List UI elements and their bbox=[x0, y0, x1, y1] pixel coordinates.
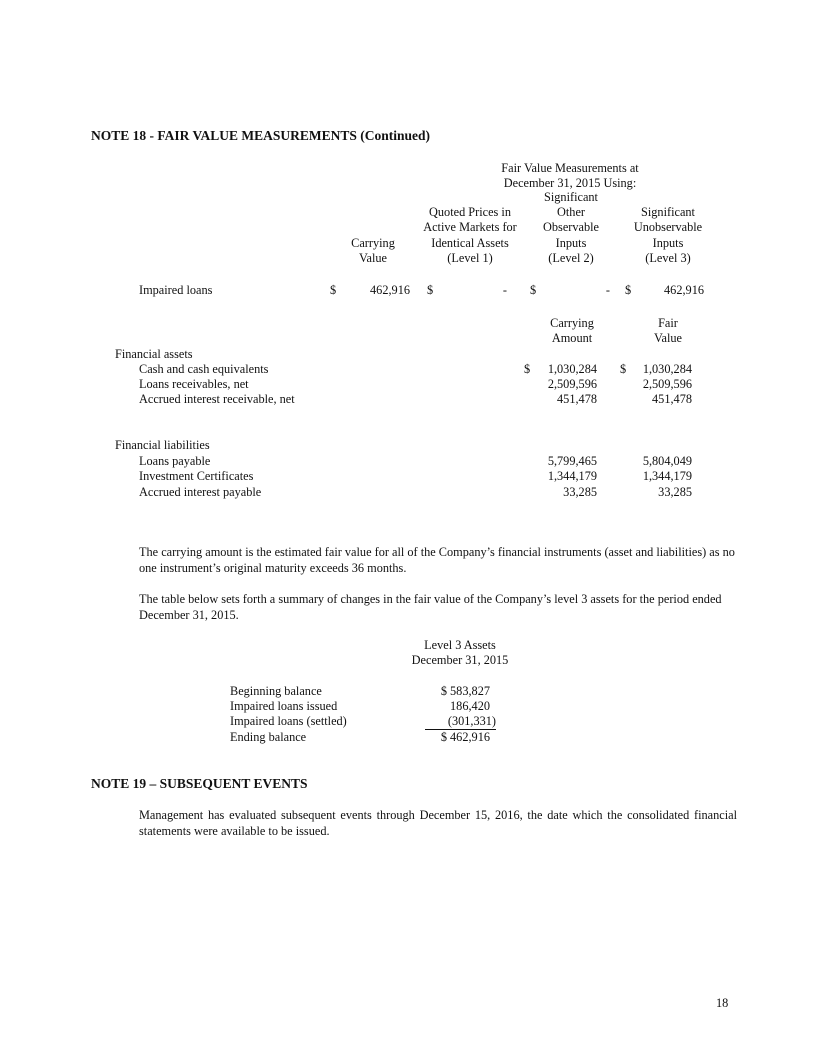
col-header-level2: (Level 2) bbox=[548, 251, 594, 265]
currency-symbol: $ bbox=[625, 283, 632, 297]
row-label: Investment Certificates bbox=[139, 469, 254, 483]
carrying-value: 462,916 bbox=[370, 283, 410, 297]
carrying-amount: 33,285 bbox=[563, 485, 597, 499]
fair-value: 5,804,049 bbox=[642, 454, 692, 468]
level3-header-line2: December 31, 2015 bbox=[411, 653, 509, 667]
col-header-carrying: Value bbox=[359, 251, 387, 265]
fair-value: 1,344,179 bbox=[642, 469, 692, 483]
paragraph-level3-summary: The table below sets forth a summary of changes in the fair value of the Company’s level 3 assets for the period ended December 31, 2015. bbox=[139, 592, 722, 622]
fair-value: 451,478 bbox=[652, 392, 692, 406]
row-value: 186,420 bbox=[450, 699, 490, 713]
row-label: Beginning balance bbox=[230, 684, 322, 698]
col-header-level2: Inputs bbox=[555, 236, 587, 250]
row-label: Loans receivables, net bbox=[139, 377, 249, 391]
fair-value: 33,285 bbox=[658, 485, 692, 499]
col-header-fair-value: Fair bbox=[658, 316, 678, 330]
col-header-carrying-amount: Carrying bbox=[550, 316, 594, 330]
level2-value: - bbox=[605, 283, 610, 297]
row-label: Ending balance bbox=[230, 730, 307, 744]
col-header-level3: Unobservable bbox=[633, 220, 703, 234]
col-header-carrying: Carrying bbox=[351, 236, 395, 250]
currency-symbol: $ bbox=[427, 283, 434, 297]
paragraph-carrying-amount: The carrying amount is the estimated fair value for all of the Company’s financial instruments (asset and liabilities) as no one instrument’s original maturity exceeds 36 months. bbox=[139, 545, 735, 575]
row-value: (301,331) bbox=[425, 714, 496, 730]
col-header-level1: (Level 1) bbox=[447, 251, 493, 265]
row-value: $ 583,827 bbox=[440, 684, 490, 698]
section-label-liabilities: Financial liabilities bbox=[115, 438, 210, 452]
currency-symbol: $ bbox=[524, 362, 531, 376]
col-header-level3: Inputs bbox=[652, 236, 684, 250]
group-header-line1: Fair Value Measurements at bbox=[501, 161, 639, 175]
col-header-level3: (Level 3) bbox=[645, 251, 691, 265]
row-label: Loans payable bbox=[139, 454, 211, 468]
carrying-amount: 5,799,465 bbox=[547, 454, 597, 468]
row-label: Accrued interest payable bbox=[139, 485, 262, 499]
note18-heading: NOTE 18 - FAIR VALUE MEASUREMENTS (Continued) bbox=[91, 128, 431, 143]
fair-value: 1,030,284 bbox=[642, 362, 692, 376]
currency-symbol: $ bbox=[330, 283, 337, 297]
row-label: Accrued interest receivable, net bbox=[139, 392, 295, 406]
page-number: 18 bbox=[716, 996, 729, 1010]
col-header-level2: Other bbox=[557, 205, 585, 219]
col-header-level2: Significant bbox=[544, 190, 598, 204]
carrying-amount: 451,478 bbox=[557, 392, 597, 406]
level3-value: 462,916 bbox=[664, 283, 704, 297]
col-header-level1: Quoted Prices in bbox=[429, 205, 511, 219]
col-header-level1: Identical Assets bbox=[431, 236, 509, 250]
carrying-amount: 1,030,284 bbox=[547, 362, 597, 376]
row-value: $ 462,916 bbox=[440, 730, 490, 744]
paragraph-subsequent-events: Management has evaluated subsequent events through December 15, 2016, the date which the consolidated financial statements were available to be issued. bbox=[139, 808, 737, 838]
level1-value: - bbox=[502, 283, 507, 297]
row-label: Impaired loans (settled) bbox=[230, 714, 347, 728]
level3-header-line1: Level 3 Assets bbox=[424, 638, 496, 652]
col-header-fair-value: Value bbox=[654, 331, 682, 345]
row-label: Impaired loans bbox=[139, 283, 213, 297]
col-header-level1: Active Markets for bbox=[423, 220, 517, 234]
group-header-line2: December 31, 2015 Using: bbox=[503, 176, 637, 190]
col-header-level2: Observable bbox=[543, 220, 599, 234]
fair-value: 2,509,596 bbox=[642, 377, 692, 391]
section-label-assets: Financial assets bbox=[115, 347, 193, 361]
currency-symbol: $ bbox=[620, 362, 627, 376]
row-label: Impaired loans issued bbox=[230, 699, 338, 713]
note19-heading: NOTE 19 – SUBSEQUENT EVENTS bbox=[91, 776, 308, 791]
row-label: Cash and cash equivalents bbox=[139, 362, 269, 376]
col-header-level3: Significant bbox=[641, 205, 695, 219]
carrying-amount: 2,509,596 bbox=[547, 377, 597, 391]
carrying-amount: 1,344,179 bbox=[547, 469, 597, 483]
currency-symbol: $ bbox=[530, 283, 537, 297]
col-header-carrying-amount: Amount bbox=[551, 331, 593, 345]
